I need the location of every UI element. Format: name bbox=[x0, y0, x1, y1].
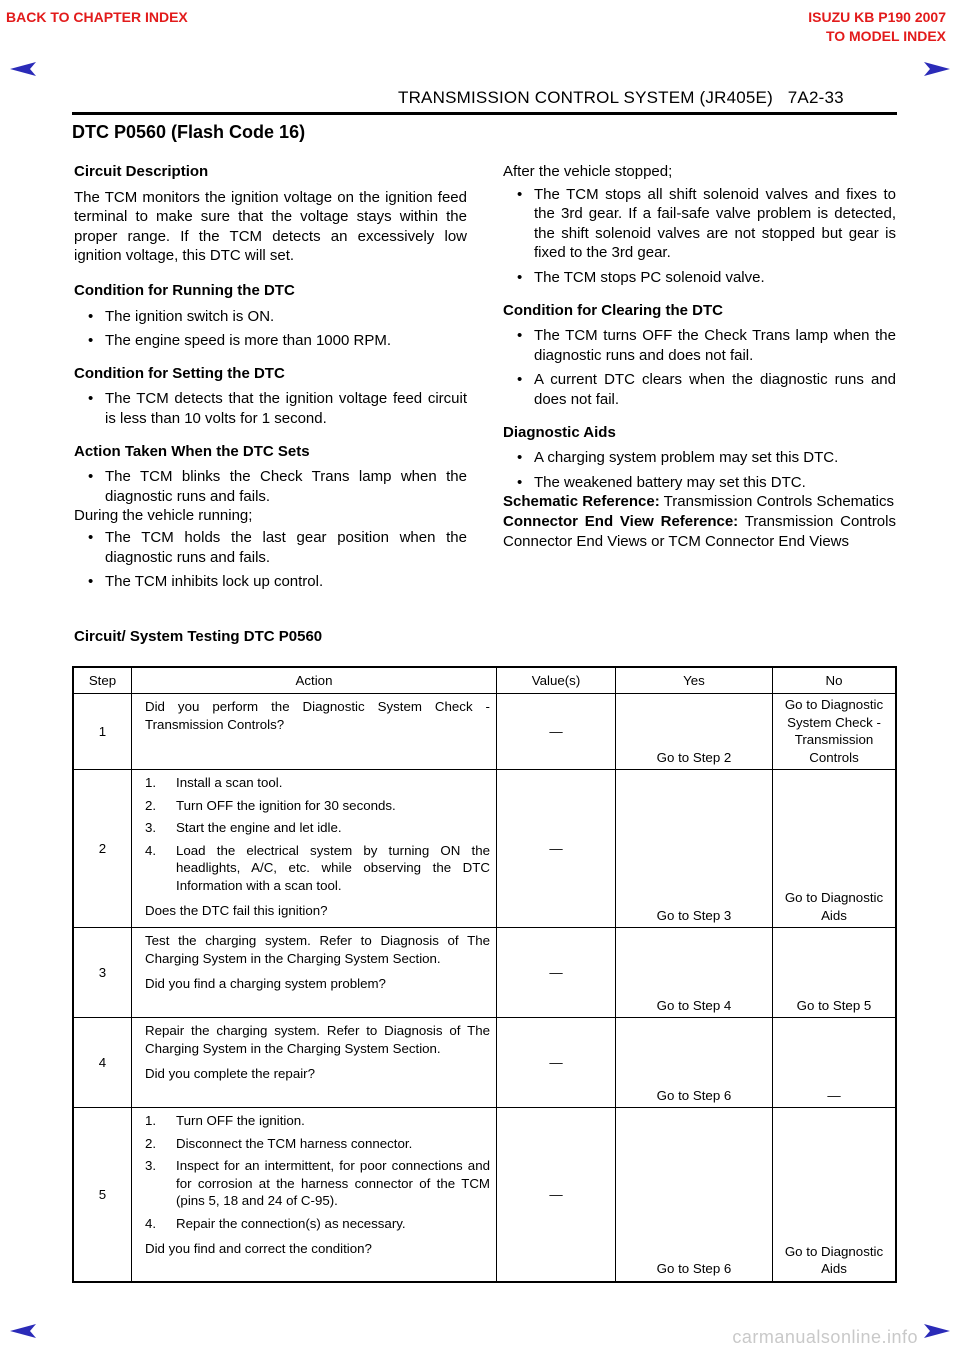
table-row bbox=[73, 694, 896, 770]
next-page-arrow-icon[interactable] bbox=[924, 62, 950, 76]
step-number: 2 bbox=[73, 770, 132, 928]
list-item: • The TCM blinks the Check Trans lamp when the diagnostic runs and fails. bbox=[74, 467, 467, 506]
table-row bbox=[73, 1108, 896, 1282]
left-column bbox=[74, 160, 467, 597]
step-action bbox=[132, 694, 497, 770]
step-number: 5 bbox=[73, 1108, 132, 1282]
step-no-text: Go to Diagnostic Aids bbox=[784, 1243, 884, 1276]
step-yes-link[interactable]: Go to Step 3 bbox=[616, 770, 773, 928]
list-item: • The TCM holds the last gear position when the diagnostic runs and fails. bbox=[74, 528, 467, 567]
step-question: Did you find a charging system problem? bbox=[145, 976, 386, 991]
list-item: 4. Load the electrical system by turning ON the headlights, A/C, etc. while observing the DTC Information with a scan tool. bbox=[145, 842, 490, 893]
step-question: Does the DTC fail this ignition? bbox=[145, 903, 328, 918]
step-yes-link[interactable]: Go to Step 6 bbox=[616, 1108, 773, 1282]
circuit-description-text: The TCM monitors the ignition voltage on the ignition feed terminal to make sure that the voltage stays within the proper range. If the TCM detects an excessively low ignition voltage, this DTC will set. bbox=[74, 188, 467, 265]
list-item: 2. Disconnect the TCM harness connector. bbox=[145, 1135, 413, 1151]
step-number: 1 bbox=[73, 694, 132, 770]
header-title: TRANSMISSION CONTROL SYSTEM (JR405E) bbox=[398, 88, 773, 107]
diagnostic-aids-list bbox=[503, 448, 896, 492]
list-item: 1. Install a scan tool. bbox=[145, 775, 283, 790]
list-item: • A current DTC clears when the diagnostic runs and does not fail. bbox=[503, 370, 896, 409]
list-item: 3. Inspect for an intermittent, for poor connections and for corrosion at the harness connector of the TCM (pins 5, 18 and 24 of C-95). bbox=[145, 1158, 490, 1208]
next-page-arrow-bottom-icon[interactable] bbox=[924, 1324, 950, 1338]
setting-condition-list bbox=[74, 389, 467, 428]
running-condition-heading: Condition for Running the DTC bbox=[74, 281, 295, 299]
step-question: Did you complete the repair? bbox=[145, 1066, 315, 1081]
step-intro: Test the charging system. Refer to Diagnosis of The Charging System in the Charging System Section. bbox=[145, 933, 490, 966]
brand-label: ISUZU KB P190 2007 bbox=[808, 9, 946, 25]
list-item: 3. Start the engine and let idle. bbox=[145, 820, 342, 835]
list-item: • The TCM detects that the ignition voltage feed circuit is less than 10 volts for 1 second. bbox=[74, 389, 467, 428]
list-item: 4. Repair the connection(s) as necessary. bbox=[145, 1215, 406, 1231]
vehicle-stopped-list bbox=[503, 185, 896, 288]
connector-reference bbox=[503, 512, 896, 551]
clearing-condition-heading: Condition for Clearing the DTC bbox=[503, 301, 723, 319]
column-header-values: Value(s) bbox=[497, 667, 616, 694]
step-question: Did you find and correct the condition? bbox=[145, 1241, 372, 1256]
connector-reference-value: Transmission Controls Connector End Views or TCM Connector End Views bbox=[503, 512, 896, 550]
circuit-description-heading: Circuit Description bbox=[74, 163, 209, 180]
setting-condition-heading: Condition for Setting the DTC bbox=[74, 364, 285, 382]
step-value: — bbox=[497, 928, 616, 1018]
page-number: 7A2-33 bbox=[787, 88, 844, 107]
diagnostic-aids-heading: Diagnostic Aids bbox=[503, 423, 616, 441]
schematic-reference bbox=[503, 492, 896, 512]
step-no-link[interactable] bbox=[773, 1108, 897, 1282]
table-row bbox=[73, 1018, 896, 1108]
step-yes-link[interactable]: Go to Step 6 bbox=[616, 1018, 773, 1108]
column-header-no: No bbox=[773, 667, 897, 694]
list-item: • The weakened battery may set this DTC. bbox=[503, 473, 896, 493]
step-value: — bbox=[497, 1108, 616, 1282]
step-no-text: Go to Diagnostic Aids bbox=[784, 890, 884, 923]
header-rule bbox=[72, 112, 897, 115]
model-index-nav bbox=[808, 8, 946, 46]
step-no-link[interactable] bbox=[773, 770, 897, 928]
list-item: 2. Turn OFF the ignition for 30 seconds. bbox=[145, 797, 396, 813]
page-title: DTC P0560 (Flash Code 16) bbox=[72, 122, 306, 142]
previous-page-arrow-bottom-icon[interactable] bbox=[10, 1324, 36, 1338]
step-yes-link[interactable]: Go to Step 4 bbox=[616, 928, 773, 1018]
vehicle-running-list bbox=[74, 528, 467, 592]
vehicle-running-subheading: During the vehicle running; bbox=[74, 507, 253, 525]
step-instruction-list bbox=[145, 774, 490, 894]
step-no-link[interactable] bbox=[773, 694, 897, 770]
step-value: — bbox=[497, 1018, 616, 1108]
step-no-value: — bbox=[773, 1018, 897, 1108]
watermark: carmanualsonline.info bbox=[732, 1327, 918, 1347]
step-number: 3 bbox=[73, 928, 132, 1018]
column-header-yes: Yes bbox=[616, 667, 773, 694]
list-item: • The ignition switch is ON. bbox=[74, 307, 467, 327]
list-item: • The engine speed is more than 1000 RPM. bbox=[74, 331, 467, 351]
step-instruction-list bbox=[145, 1112, 490, 1232]
connector-reference-label: Connector End View Reference: bbox=[503, 512, 739, 530]
step-value: — bbox=[497, 770, 616, 928]
action-taken-list bbox=[74, 467, 467, 506]
list-item: 1. Turn OFF the ignition. bbox=[145, 1113, 305, 1128]
step-intro: Repair the charging system. Refer to Diagnosis of The Charging System in the Charging System Section. bbox=[145, 1023, 490, 1056]
table-row bbox=[73, 770, 896, 928]
table-row bbox=[73, 928, 896, 1018]
table-header-row bbox=[73, 667, 896, 694]
to-model-index-link[interactable]: TO MODEL INDEX bbox=[825, 28, 946, 44]
schematic-reference-value: Transmission Controls Schematics bbox=[663, 493, 895, 511]
table-title: Circuit/ System Testing DTC P0560 bbox=[74, 628, 323, 645]
list-item: • The TCM inhibits lock up control. bbox=[74, 572, 467, 592]
list-item: • The TCM turns OFF the Check Trans lamp when the diagnostic runs and does not fail. bbox=[503, 326, 896, 365]
action-taken-heading: Action Taken When the DTC Sets bbox=[74, 442, 310, 460]
step-action bbox=[132, 1108, 497, 1282]
column-header-action: Action bbox=[132, 667, 497, 694]
back-to-chapter-index-link[interactable]: BACK TO CHAPTER INDEX bbox=[6, 9, 188, 25]
step-yes-link[interactable]: Go to Step 2 bbox=[616, 694, 773, 770]
column-header-step: Step bbox=[73, 667, 132, 694]
step-question: Did you perform the Diagnostic System Check - Transmission Controls? bbox=[145, 699, 490, 732]
step-value: — bbox=[497, 694, 616, 770]
right-column bbox=[503, 160, 896, 551]
clearing-condition-list bbox=[503, 326, 896, 409]
step-no-text: Go to Diagnostic System Check - Transmission Controls bbox=[784, 697, 884, 765]
step-action bbox=[132, 928, 497, 1018]
previous-page-arrow-icon[interactable] bbox=[10, 62, 36, 76]
step-action bbox=[132, 1018, 497, 1108]
schematic-reference-label: Schematic Reference: bbox=[503, 493, 660, 511]
page-header bbox=[398, 88, 844, 108]
running-condition-list bbox=[74, 307, 467, 351]
list-item: • The TCM stops all shift solenoid valves and fixes to the 3rd gear. If a fail-safe valve problem is detected, the shift solenoid valves are not stopped but gear is fixed to the 3rd gear. bbox=[503, 185, 896, 263]
diagnostic-table bbox=[72, 666, 897, 1283]
step-number: 4 bbox=[73, 1018, 132, 1108]
list-item: • The TCM stops PC solenoid valve. bbox=[503, 268, 896, 288]
vehicle-stopped-subheading: After the vehicle stopped; bbox=[503, 163, 673, 180]
list-item: • A charging system problem may set this DTC. bbox=[503, 448, 896, 468]
step-action bbox=[132, 770, 497, 928]
step-no-link[interactable]: Go to Step 5 bbox=[773, 928, 897, 1018]
